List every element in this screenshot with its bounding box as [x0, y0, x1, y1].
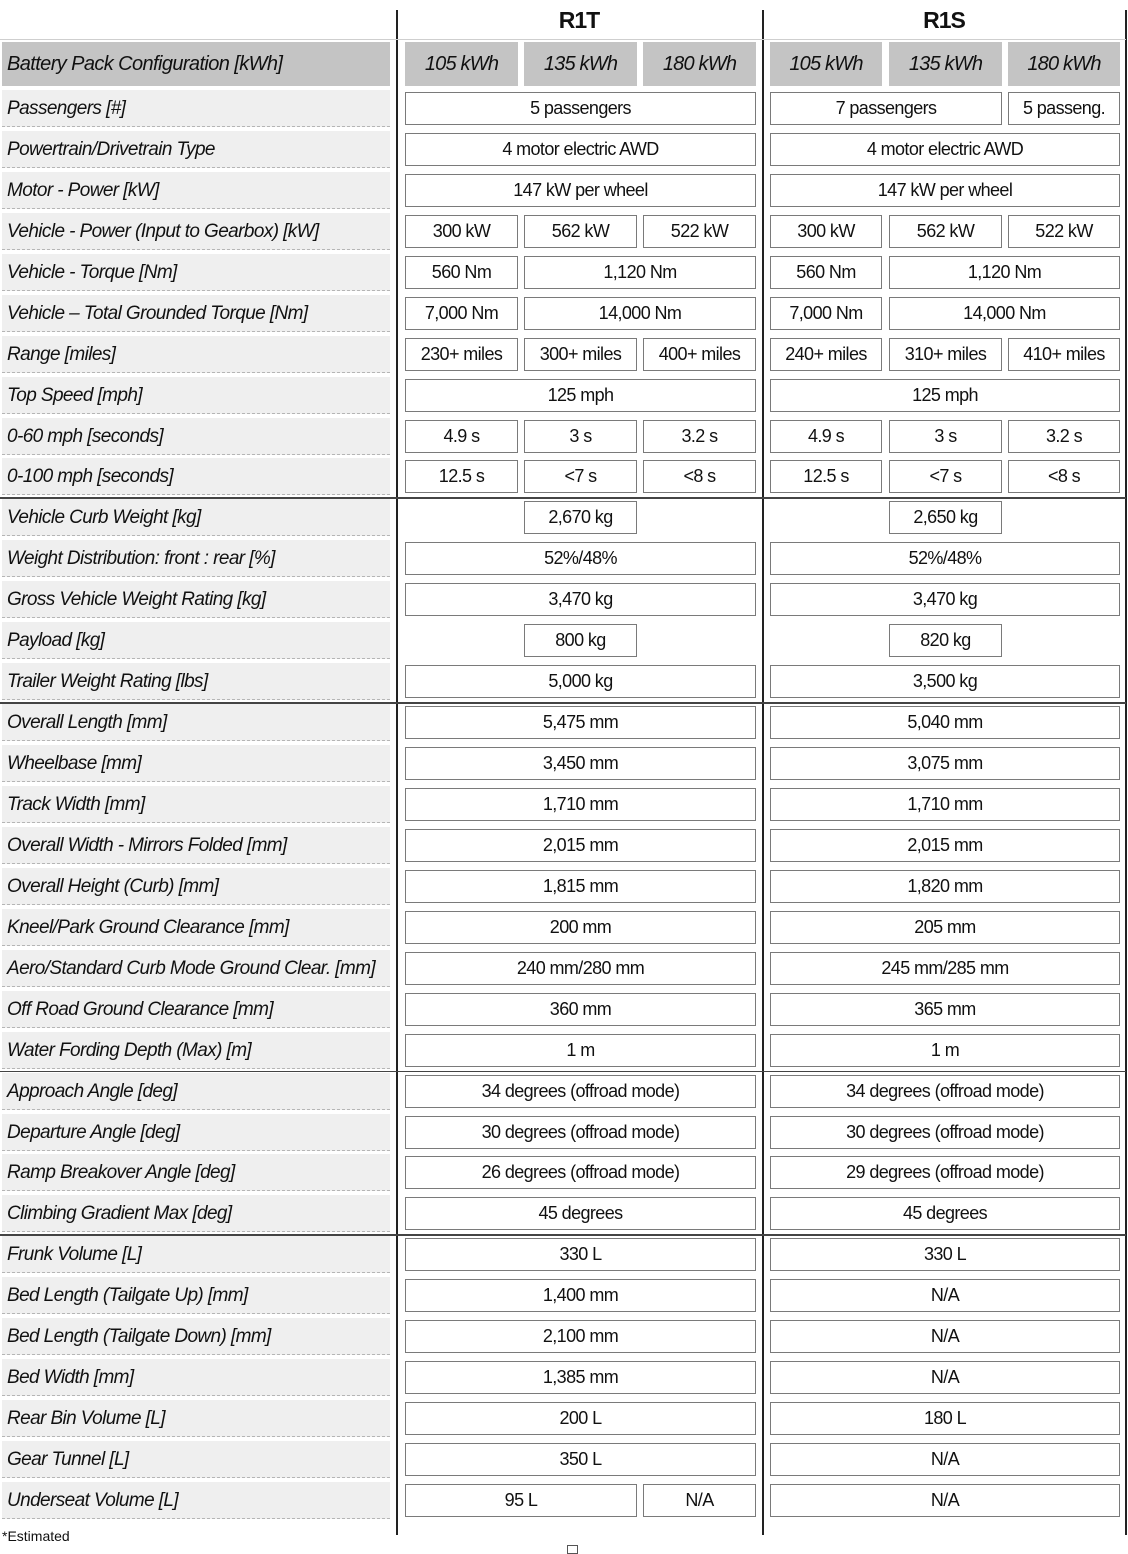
spec-cell-r1t-gross-vehicle-weight-rating-kg: 3,470 kg	[405, 583, 756, 616]
row-label-frunk-volume-l: Frunk Volume [L]	[2, 1236, 390, 1273]
spec-cell-r1s-vehicle-total-grounded-torque-nm: 7,000 Nm	[770, 297, 882, 330]
spec-cell-r1t-gear-tunnel-l: 350 L	[405, 1443, 756, 1476]
spec-cell-r1t-trailer-weight-rating-lbs: 5,000 kg	[405, 665, 756, 698]
spec-cell-r1s-passengers: 7 passengers	[770, 92, 1002, 125]
spec-cell-r1s-weight-distribution-front-rear: 52%/48%	[770, 542, 1120, 575]
spec-cell-r1t-wheelbase-mm: 3,450 mm	[405, 747, 756, 780]
spec-cell-r1s-trailer-weight-rating-lbs: 3,500 kg	[770, 665, 1120, 698]
spec-cell-r1s-range-miles: 410+ miles	[1008, 338, 1120, 371]
row-label-0-60-mph-seconds: 0-60 mph [seconds]	[2, 418, 390, 455]
row-label-track-width-mm: Track Width [mm]	[2, 786, 390, 823]
spec-cell-r1t-top-speed-mph: 125 mph	[405, 379, 756, 412]
spec-cell-r1t-powertrain-drivetrain-type: 4 motor electric AWD	[405, 133, 756, 166]
spec-cell-r1s-vehicle-curb-weight-kg: 2,650 kg	[889, 501, 1002, 534]
spec-cell-r1s-range-miles: 240+ miles	[770, 338, 882, 371]
spec-cell-r1s-overall-length-mm: 5,040 mm	[770, 706, 1120, 739]
spec-cell-r1s-bed-length-tailgate-up-mm: N/A	[770, 1279, 1120, 1312]
spec-cell-r1t-underseat-volume-l: N/A	[643, 1484, 756, 1517]
spec-cell-r1s-rear-bin-volume-l: 180 L	[770, 1402, 1120, 1435]
row-label-bed-length-tailgate-down-mm: Bed Length (Tailgate Down) [mm]	[2, 1318, 390, 1355]
spec-cell-r1t-range-miles: 230+ miles	[405, 338, 518, 371]
spec-cell-r1t-0-60-mph-seconds: 3 s	[524, 420, 637, 453]
page-marker	[567, 1545, 578, 1554]
spec-cell-r1s-approach-angle-deg: 34 degrees (offroad mode)	[770, 1075, 1120, 1108]
spec-cell-r1s-overall-width-mirrors-folded-mm: 2,015 mm	[770, 829, 1120, 862]
spec-cell-r1t-range-miles: 400+ miles	[643, 338, 756, 371]
battery-config-label: Battery Pack Configuration [kWh]	[2, 42, 390, 86]
row-label-ramp-breakover-angle-deg: Ramp Breakover Angle [deg]	[2, 1154, 390, 1191]
spec-cell-r1t-aero-standard-curb-mode-ground-clear-mm: 240 mm/280 mm	[405, 952, 756, 985]
spec-cell-r1t-vehicle-power-input-to-gearbox-kw: 300 kW	[405, 215, 518, 248]
row-label-bed-length-tailgate-up-mm: Bed Length (Tailgate Up) [mm]	[2, 1277, 390, 1314]
spec-cell-r1t-underseat-volume-l: 95 L	[405, 1484, 637, 1517]
spec-cell-r1t-passengers: 5 passengers	[405, 92, 756, 125]
spec-cell-r1t-overall-height-curb-mm: 1,815 mm	[405, 870, 756, 903]
row-label-motor-power-kw: Motor - Power [kW]	[2, 172, 390, 209]
spec-cell-r1t-departure-angle-deg: 30 degrees (offroad mode)	[405, 1116, 756, 1149]
spec-cell-r1t-overall-length-mm: 5,475 mm	[405, 706, 756, 739]
row-label-gear-tunnel-l: Gear Tunnel [L]	[2, 1441, 390, 1478]
spec-cell-r1t-overall-width-mirrors-folded-mm: 2,015 mm	[405, 829, 756, 862]
spec-cell-r1t-rear-bin-volume-l: 200 L	[405, 1402, 756, 1435]
spec-cell-r1t-vehicle-total-grounded-torque-nm: 7,000 Nm	[405, 297, 518, 330]
battery-option-r1s-105: 105 kWh	[770, 42, 882, 86]
spec-cell-r1t-bed-width-mm: 1,385 mm	[405, 1361, 756, 1394]
column-divider-middle	[762, 10, 764, 1535]
row-label-approach-angle-deg: Approach Angle [deg]	[2, 1073, 390, 1110]
row-label-0-100-mph-seconds: 0-100 mph [seconds]	[2, 458, 390, 495]
row-label-payload-kg: Payload [kg]	[2, 622, 390, 659]
spec-cell-r1s-gross-vehicle-weight-rating-kg: 3,470 kg	[770, 583, 1120, 616]
row-label-top-speed-mph: Top Speed [mph]	[2, 377, 390, 414]
spec-cell-r1s-vehicle-torque-nm: 560 Nm	[770, 256, 882, 289]
spec-cell-r1s-vehicle-power-input-to-gearbox-kw: 562 kW	[889, 215, 1002, 248]
spec-cell-r1s-passengers: 5 passeng.	[1008, 92, 1120, 125]
spec-cell-r1t-range-miles: 300+ miles	[524, 338, 637, 371]
spec-cell-r1t-vehicle-torque-nm: 560 Nm	[405, 256, 518, 289]
spec-cell-r1t-vehicle-power-input-to-gearbox-kw: 522 kW	[643, 215, 756, 248]
row-label-vehicle-power-input-to-gearbox-kw: Vehicle - Power (Input to Gearbox) [kW]	[2, 213, 390, 250]
spec-cell-r1t-vehicle-curb-weight-kg: 2,670 kg	[524, 501, 637, 534]
row-label-departure-angle-deg: Departure Angle [deg]	[2, 1114, 390, 1151]
spec-cell-r1s-vehicle-torque-nm: 1,120 Nm	[889, 256, 1120, 289]
battery-option-r1t-135: 135 kWh	[524, 42, 637, 86]
row-label-aero-standard-curb-mode-ground-clear-mm: Aero/Standard Curb Mode Ground Clear. [mm]	[2, 950, 390, 987]
spec-cell-r1t-approach-angle-deg: 34 degrees (offroad mode)	[405, 1075, 756, 1108]
spec-cell-r1s-departure-angle-deg: 30 degrees (offroad mode)	[770, 1116, 1120, 1149]
row-label-water-fording-depth-max-m: Water Fording Depth (Max) [m]	[2, 1032, 390, 1069]
spec-cell-r1t-0-100-mph-seconds: <8 s	[643, 460, 756, 493]
spec-cell-r1t-climbing-gradient-max-deg: 45 degrees	[405, 1197, 756, 1230]
spec-cell-r1s-gear-tunnel-l: N/A	[770, 1443, 1120, 1476]
row-label-underseat-volume-l: Underseat Volume [L]	[2, 1482, 390, 1519]
row-label-kneel-park-ground-clearance-mm: Kneel/Park Ground Clearance [mm]	[2, 909, 390, 946]
spec-cell-r1s-motor-power-kw: 147 kW per wheel	[770, 174, 1120, 207]
battery-option-r1t-105: 105 kWh	[405, 42, 518, 86]
spec-cell-r1s-underseat-volume-l: N/A	[770, 1484, 1120, 1517]
spec-cell-r1s-ramp-breakover-angle-deg: 29 degrees (offroad mode)	[770, 1156, 1120, 1189]
spec-cell-r1s-0-60-mph-seconds: 3.2 s	[1008, 420, 1120, 453]
row-label-trailer-weight-rating-lbs: Trailer Weight Rating [lbs]	[2, 663, 390, 700]
spec-cell-r1t-water-fording-depth-max-m: 1 m	[405, 1034, 756, 1067]
spec-cell-r1s-frunk-volume-l: 330 L	[770, 1238, 1120, 1271]
spec-cell-r1t-motor-power-kw: 147 kW per wheel	[405, 174, 756, 207]
row-label-overall-height-curb-mm: Overall Height (Curb) [mm]	[2, 868, 390, 905]
row-label-overall-length-mm: Overall Length [mm]	[2, 704, 390, 741]
spec-cell-r1s-powertrain-drivetrain-type: 4 motor electric AWD	[770, 133, 1120, 166]
spec-cell-r1s-track-width-mm: 1,710 mm	[770, 788, 1120, 821]
spec-cell-r1t-0-100-mph-seconds: 12.5 s	[405, 460, 518, 493]
spec-cell-r1t-vehicle-torque-nm: 1,120 Nm	[524, 256, 756, 289]
spec-cell-r1s-vehicle-power-input-to-gearbox-kw: 522 kW	[1008, 215, 1120, 248]
spec-cell-r1t-payload-kg: 800 kg	[524, 624, 637, 657]
footnote: *Estimated	[2, 1528, 70, 1544]
row-label-rear-bin-volume-l: Rear Bin Volume [L]	[2, 1400, 390, 1437]
row-label-wheelbase-mm: Wheelbase [mm]	[2, 745, 390, 782]
row-label-overall-width-mirrors-folded-mm: Overall Width - Mirrors Folded [mm]	[2, 827, 390, 864]
row-label-powertrain-drivetrain-type: Powertrain/Drivetrain Type	[2, 131, 390, 168]
spec-cell-r1s-0-60-mph-seconds: 3 s	[889, 420, 1002, 453]
spec-cell-r1t-vehicle-total-grounded-torque-nm: 14,000 Nm	[524, 297, 756, 330]
battery-option-r1t-180: 180 kWh	[643, 42, 756, 86]
row-label-passengers: Passengers [#]	[2, 90, 390, 127]
model-header-r1s: R1S	[923, 7, 965, 33]
spec-cell-r1t-weight-distribution-front-rear: 52%/48%	[405, 542, 756, 575]
column-divider-right	[1125, 10, 1127, 1535]
spec-cell-r1s-wheelbase-mm: 3,075 mm	[770, 747, 1120, 780]
spec-cell-r1s-water-fording-depth-max-m: 1 m	[770, 1034, 1120, 1067]
spec-cell-r1s-top-speed-mph: 125 mph	[770, 379, 1120, 412]
spec-cell-r1s-range-miles: 310+ miles	[889, 338, 1002, 371]
battery-option-r1s-180: 180 kWh	[1008, 42, 1120, 86]
row-label-climbing-gradient-max-deg: Climbing Gradient Max [deg]	[2, 1195, 390, 1232]
spec-cell-r1t-0-100-mph-seconds: <7 s	[524, 460, 637, 493]
spec-cell-r1s-0-60-mph-seconds: 4.9 s	[770, 420, 882, 453]
spec-cell-r1s-off-road-ground-clearance-mm: 365 mm	[770, 993, 1120, 1026]
spec-cell-r1s-0-100-mph-seconds: 12.5 s	[770, 460, 882, 493]
spec-cell-r1t-kneel-park-ground-clearance-mm: 200 mm	[405, 911, 756, 944]
row-label-off-road-ground-clearance-mm: Off Road Ground Clearance [mm]	[2, 991, 390, 1028]
row-label-range-miles: Range [miles]	[2, 336, 390, 373]
spec-cell-r1s-overall-height-curb-mm: 1,820 mm	[770, 870, 1120, 903]
spec-cell-r1s-climbing-gradient-max-deg: 45 degrees	[770, 1197, 1120, 1230]
spec-cell-r1s-vehicle-power-input-to-gearbox-kw: 300 kW	[770, 215, 882, 248]
row-label-vehicle-torque-nm: Vehicle - Torque [Nm]	[2, 254, 390, 291]
model-header-r1t: R1T	[558, 7, 600, 33]
spec-cell-r1t-0-60-mph-seconds: 4.9 s	[405, 420, 518, 453]
spec-cell-r1s-0-100-mph-seconds: <7 s	[889, 460, 1002, 493]
column-divider-left	[396, 10, 398, 1535]
spec-cell-r1s-0-100-mph-seconds: <8 s	[1008, 460, 1120, 493]
row-label-gross-vehicle-weight-rating-kg: Gross Vehicle Weight Rating [kg]	[2, 581, 390, 618]
spec-cell-r1t-bed-length-tailgate-down-mm: 2,100 mm	[405, 1320, 756, 1353]
spec-cell-r1t-off-road-ground-clearance-mm: 360 mm	[405, 993, 756, 1026]
spec-cell-r1t-track-width-mm: 1,710 mm	[405, 788, 756, 821]
spec-cell-r1s-aero-standard-curb-mode-ground-clear-mm: 245 mm/285 mm	[770, 952, 1120, 985]
header-divider	[0, 39, 1126, 40]
spec-cell-r1t-frunk-volume-l: 330 L	[405, 1238, 756, 1271]
row-label-vehicle-total-grounded-torque-nm: Vehicle – Total Grounded Torque [Nm]	[2, 295, 390, 332]
row-label-bed-width-mm: Bed Width [mm]	[2, 1359, 390, 1396]
spec-cell-r1t-0-60-mph-seconds: 3.2 s	[643, 420, 756, 453]
spec-cell-r1s-vehicle-total-grounded-torque-nm: 14,000 Nm	[889, 297, 1120, 330]
spec-cell-r1t-vehicle-power-input-to-gearbox-kw: 562 kW	[524, 215, 637, 248]
spec-cell-r1s-bed-width-mm: N/A	[770, 1361, 1120, 1394]
row-label-weight-distribution-front-rear: Weight Distribution: front : rear [%]	[2, 540, 390, 577]
spec-cell-r1s-bed-length-tailgate-down-mm: N/A	[770, 1320, 1120, 1353]
spec-cell-r1s-payload-kg: 820 kg	[889, 624, 1002, 657]
row-label-vehicle-curb-weight-kg: Vehicle Curb Weight [kg]	[2, 499, 390, 536]
spec-cell-r1t-ramp-breakover-angle-deg: 26 degrees (offroad mode)	[405, 1156, 756, 1189]
battery-option-r1s-135: 135 kWh	[889, 42, 1002, 86]
spec-cell-r1s-kneel-park-ground-clearance-mm: 205 mm	[770, 911, 1120, 944]
spec-cell-r1t-bed-length-tailgate-up-mm: 1,400 mm	[405, 1279, 756, 1312]
